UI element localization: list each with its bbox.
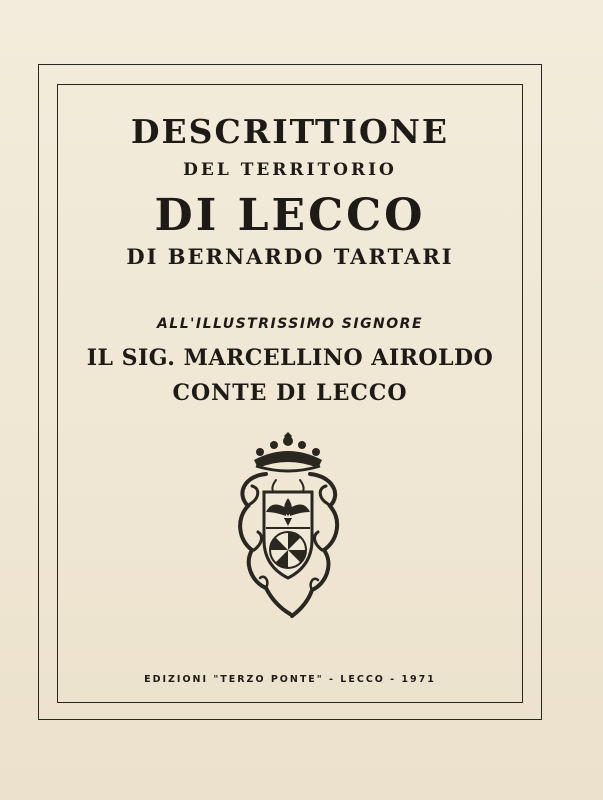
coat-of-arms-icon [226,432,350,618]
title-line-del-territorio: DEL TERRITORIO [183,160,397,180]
dedication-intro: ALL'ILLUSTRISSIMO SIGNORE [156,316,424,332]
publisher-imprint: EDIZIONI "TERZO PONTE" - LECCO - 1971 [144,674,436,685]
dedicatee-title: CONTE DI LECCO [172,380,408,406]
title-line-descrittione: DESCRITTIONE [130,112,450,151]
dedicatee-name: IL SIG. MARCELLINO AIROLDO [86,345,494,371]
author-line: DI BERNARDO TARTARI [126,244,454,269]
title-line-di-lecco: DI LECCO [154,190,426,241]
